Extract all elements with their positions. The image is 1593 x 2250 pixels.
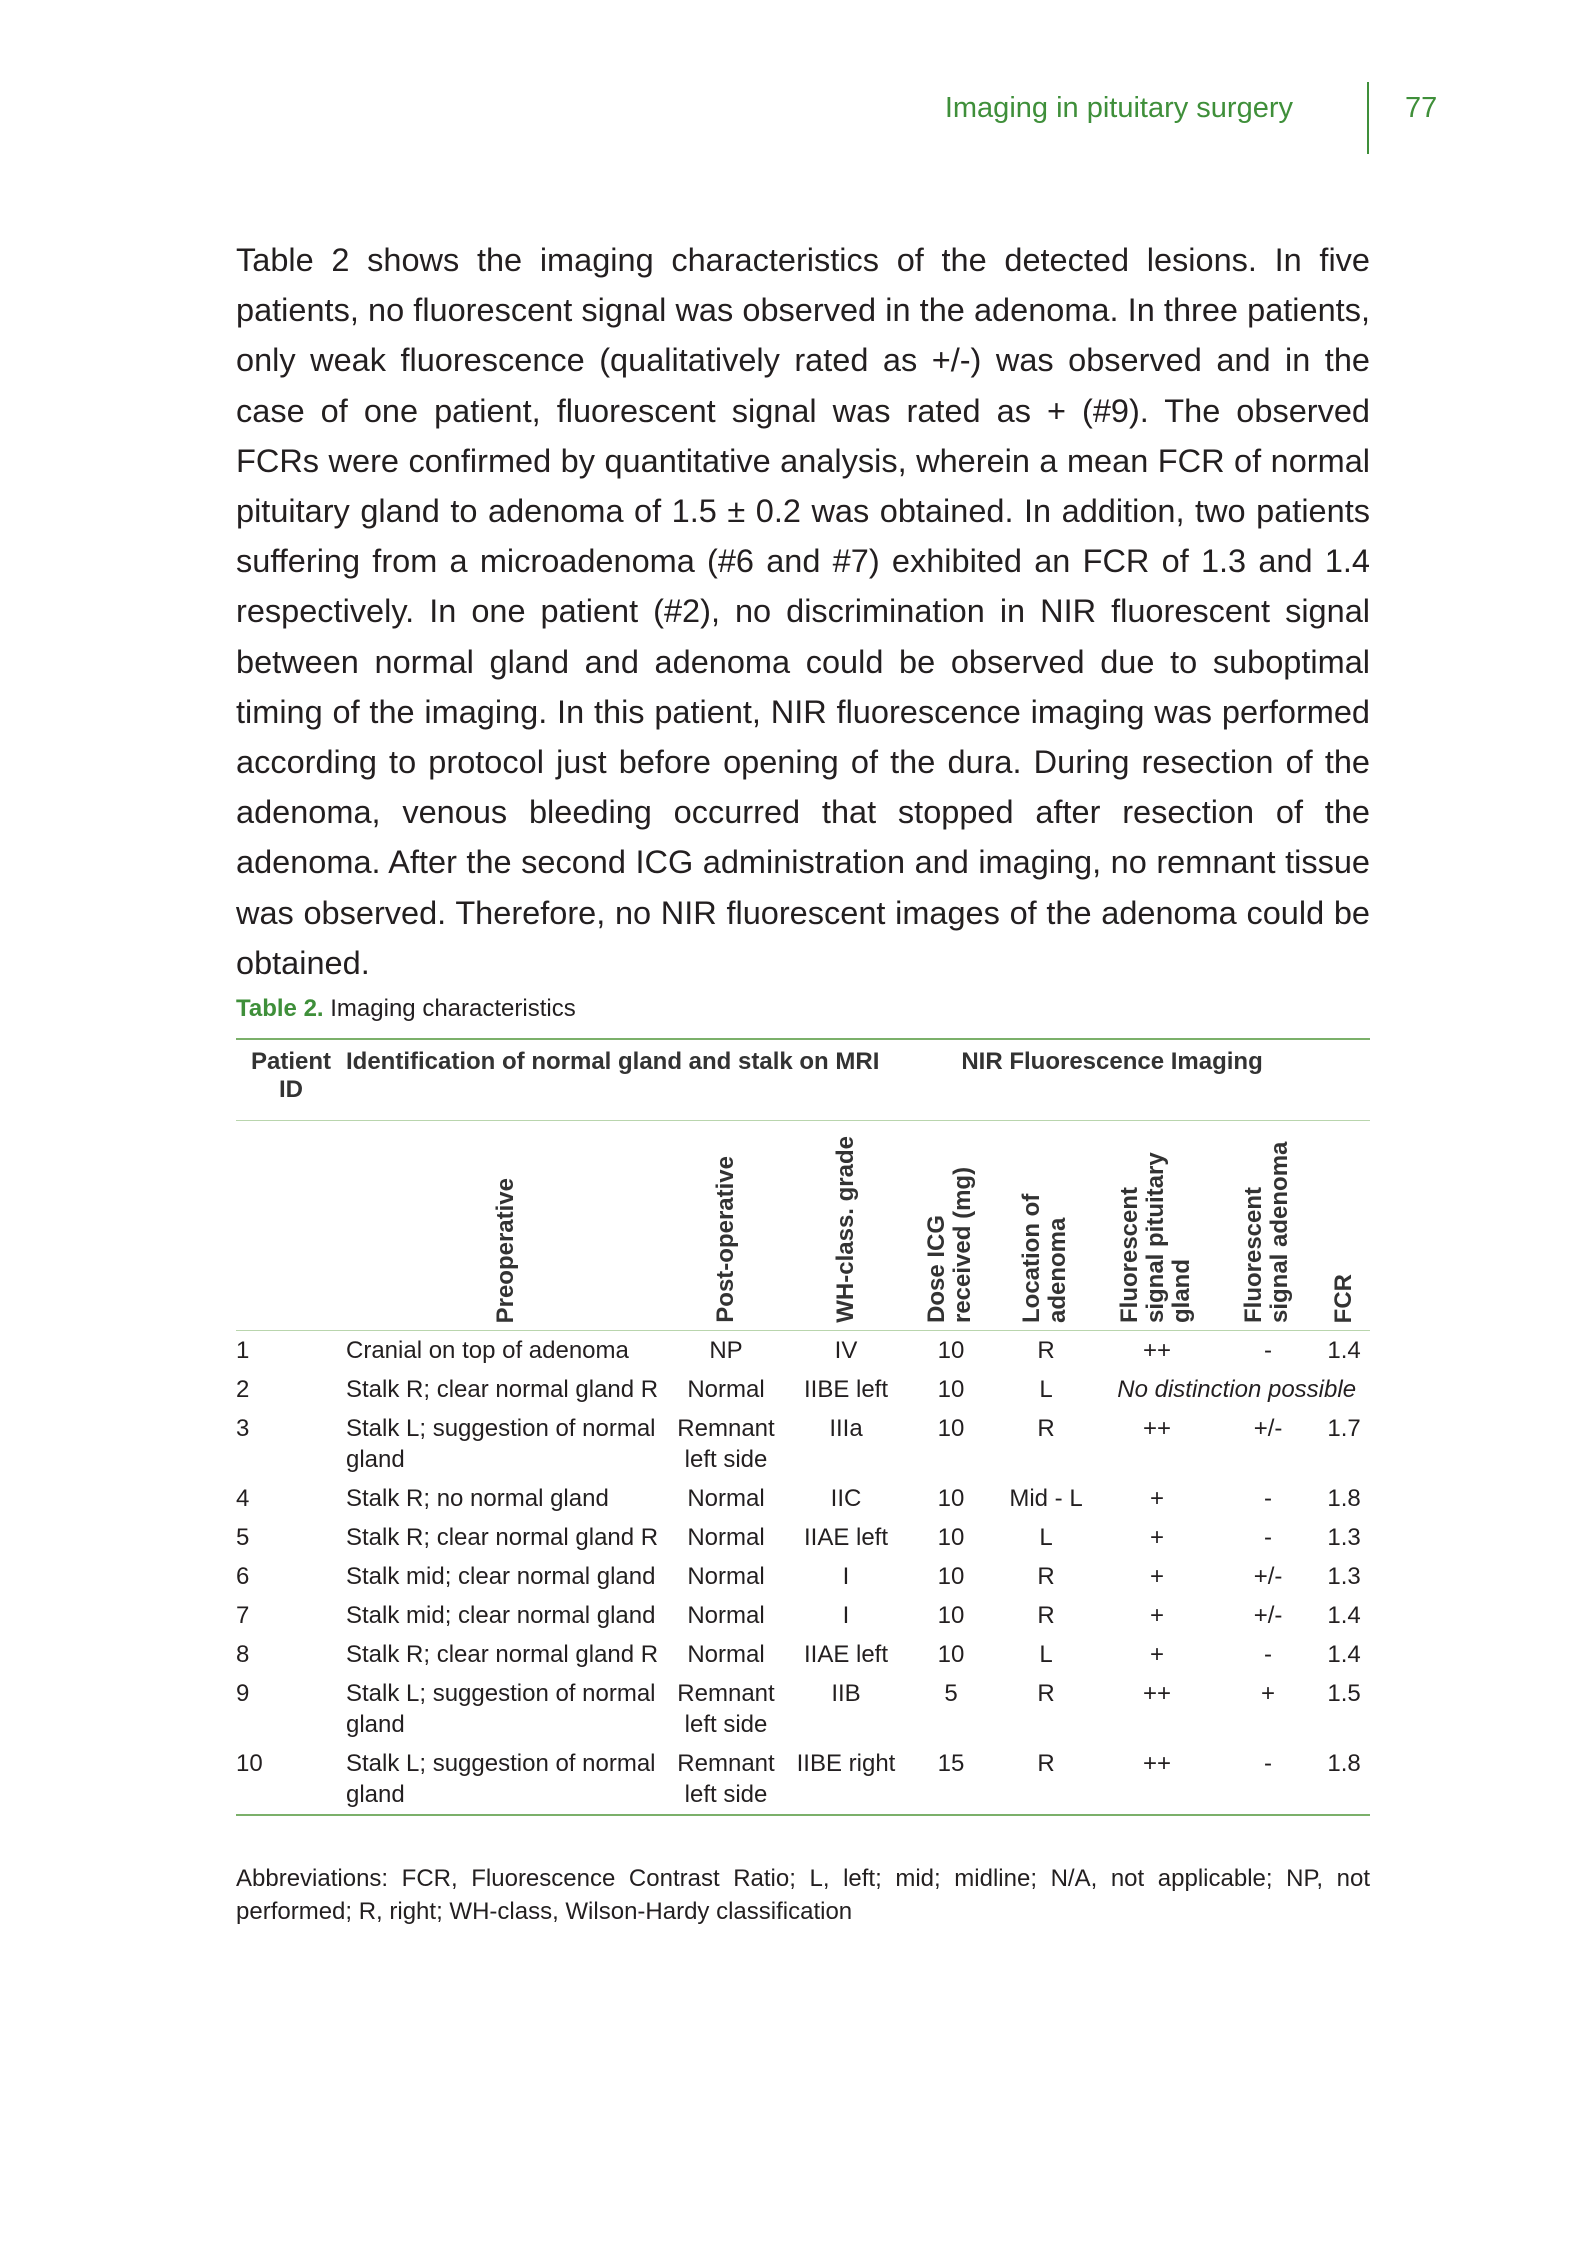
header-empty (1318, 1039, 1370, 1121)
cell-location: L (1039, 1376, 1053, 1403)
table-caption-label: Table 2. (236, 995, 324, 1022)
body-paragraph: Table 2 shows the imaging characteristics of the detected lesions. In five patients, no fluorescent signal was observed in the adenoma. In three patients, only weak fluorescence (qualitatively rated as +/-) was observed and in the case of one patient, fluorescent signal was rated as + (#9). The observed FCRs were confirmed by quantitative analysis, wherein a mean FCR of normal pituitary gland to adenoma of 1.5 ± 0.2 was obtained. In addition, two patients suffering from a microadenoma (#6 and #7) exhibited an FCR of 1.3 and 1.4 respectively. In one patient (#2), no discrimination in NIR fluorescent signal between normal gland and adenoma could be observed due to suboptimal timing of the imaging. In this patient, NIR fluorescence imaging was performed according to protocol just before opening of the dura. During resection of the adenoma, venous bleeding occurred that stopped after resection of the adenoma. After the second ICG administration and imaging, no remnant tissue was observed. Therefore, no NIR fluorescent images of the adenoma could be obtained. (236, 242, 1370, 981)
cell-fcr: 1.4 (1327, 1337, 1361, 1364)
cell-location: Mid - L (1009, 1485, 1083, 1512)
header-mri-group: Identification of normal gland and stalk on MRI (346, 1039, 906, 1121)
col-header-signal-gland: Fluorescent signal pituitary gland (1096, 1121, 1218, 1331)
cell-signal-adenoma: - (1264, 1337, 1273, 1364)
cell-postoperative: Normal (687, 1376, 765, 1403)
cell-signal-adenoma: +/- (1253, 1415, 1283, 1442)
header-divider (1367, 82, 1369, 154)
cell-preoperative: Stalk mid; clear normal gland (346, 1563, 656, 1590)
cell-location: R (1037, 1415, 1055, 1442)
cell-signal-adenoma: - (1264, 1524, 1273, 1551)
cell-signal-gland: + (1150, 1602, 1165, 1629)
cell-fcr: 1.5 (1327, 1680, 1361, 1707)
table-caption (236, 995, 576, 1023)
cell-location: R (996, 1744, 1096, 1815)
cell-location: R (1037, 1680, 1055, 1707)
cell-wh-grade: IIAE left (803, 1524, 889, 1551)
cell-signal-adenoma: - (1218, 1744, 1318, 1815)
table-row (236, 1674, 1370, 1744)
table-row (236, 1744, 1370, 1815)
cell-signal-gland: ++ (1143, 1680, 1172, 1707)
cell-postoperative: NP (709, 1337, 743, 1364)
cell-location: R (1037, 1337, 1055, 1364)
cell-preoperative: Stalk L; suggestion of normal gland (346, 1415, 656, 1473)
cell-id: 3 (236, 1415, 250, 1442)
cell-id: 9 (236, 1680, 250, 1707)
cell-preoperative: Stalk R; clear normal gland R (346, 1376, 659, 1403)
cell-signal-gland: ++ (1143, 1415, 1172, 1442)
cell-signal-adenoma: + (1261, 1680, 1276, 1707)
cell-preoperative: Stalk R; no normal gland (346, 1485, 609, 1512)
col-header-blank (236, 1121, 346, 1331)
cell-wh-grade: IIIa (829, 1415, 863, 1442)
col-header-location: Location of adenoma (996, 1121, 1096, 1331)
col-header-dose: Dose ICG received (mg) (906, 1121, 996, 1331)
cell-location: L (1039, 1641, 1053, 1668)
cell-no-distinction: No distinction possible (1117, 1376, 1357, 1403)
cell-dose: 10 (937, 1602, 965, 1629)
table-row (236, 1370, 1370, 1409)
cell-id: 8 (236, 1641, 250, 1668)
cell-fcr: 1.3 (1327, 1563, 1361, 1590)
cell-wh-grade: IIC (830, 1485, 862, 1512)
cell-signal-gland: + (1150, 1485, 1165, 1512)
cell-id: 2 (236, 1376, 250, 1403)
table-row (236, 1557, 1370, 1596)
col-header-preoperative: Preoperative (346, 1121, 666, 1331)
cell-signal-gland: ++ (1143, 1337, 1172, 1364)
cell-fcr: 1.3 (1327, 1524, 1361, 1551)
cell-wh-grade: I (842, 1563, 850, 1590)
table-row (236, 1479, 1370, 1518)
cell-postoperative: Normal (687, 1563, 765, 1590)
header-nir-group: NIR Fluorescence Imaging (906, 1039, 1318, 1121)
cell-postoperative: Normal (687, 1524, 765, 1551)
cell-signal-gland: ++ (1096, 1744, 1218, 1815)
cell-dose: 15 (906, 1744, 996, 1815)
cell-postoperative: Normal (687, 1641, 765, 1668)
cell-id: 10 (236, 1744, 346, 1815)
cell-fcr: 1.4 (1327, 1602, 1361, 1629)
table-footnote: Abbreviations: FCR, Fluorescence Contrast Ratio; L, left; mid; midline; N/A, not applicable; NP, not performed; R, right; WH-class, Wilson-Hardy classification (236, 1865, 1370, 1925)
cell-dose: 10 (937, 1415, 965, 1442)
cell-postoperative: Normal (687, 1602, 765, 1629)
running-title: Imaging in pituitary surgery (944, 92, 1293, 124)
cell-wh-grade: IIBE left (803, 1376, 889, 1403)
cell-fcr: 1.4 (1327, 1641, 1361, 1668)
col-header-signal-adenoma: Fluorescent signal adenoma (1218, 1121, 1318, 1331)
cell-location: L (1039, 1524, 1053, 1551)
cell-dose: 10 (937, 1376, 965, 1403)
cell-id: 6 (236, 1563, 250, 1590)
table-row (236, 1518, 1370, 1557)
cell-postoperative: Remnant left side (677, 1415, 775, 1473)
cell-signal-adenoma: +/- (1253, 1602, 1283, 1629)
table-row (236, 1596, 1370, 1635)
table-row (236, 1635, 1370, 1674)
cell-signal-adenoma: - (1264, 1641, 1273, 1668)
cell-id: 5 (236, 1524, 250, 1551)
cell-fcr: 1.8 (1318, 1744, 1370, 1815)
cell-preoperative: Stalk L; suggestion of normal gland (346, 1680, 656, 1738)
imaging-characteristics-table (236, 1038, 1370, 1816)
cell-wh-grade: IIAE left (803, 1641, 889, 1668)
cell-id: 4 (236, 1485, 250, 1512)
cell-wh-grade: IIB (831, 1680, 861, 1707)
cell-postoperative: Remnant left side (666, 1744, 786, 1815)
cell-fcr: 1.8 (1327, 1485, 1361, 1512)
cell-id: 1 (236, 1337, 250, 1364)
cell-dose: 10 (937, 1563, 965, 1590)
cell-wh-grade: IV (834, 1337, 858, 1364)
cell-postoperative: Normal (687, 1485, 765, 1512)
cell-signal-adenoma: - (1264, 1485, 1273, 1512)
cell-wh-grade: IIBE right (786, 1744, 906, 1815)
cell-dose: 10 (937, 1524, 965, 1551)
page-number: 77 (1405, 92, 1438, 124)
cell-dose: 10 (937, 1485, 965, 1512)
cell-location: R (1037, 1563, 1055, 1590)
cell-fcr: 1.7 (1327, 1415, 1361, 1442)
cell-signal-gland: + (1150, 1641, 1165, 1668)
table-caption-text: Imaging characteristics (330, 995, 576, 1022)
cell-preoperative: Stalk mid; clear normal gland (346, 1602, 656, 1629)
header-patient-id: Patient ID (236, 1039, 346, 1121)
cell-dose: 5 (944, 1680, 958, 1707)
cell-dose: 10 (937, 1641, 965, 1668)
col-header-wh-grade: WH-class. grade (786, 1121, 906, 1331)
cell-preoperative: Cranial on top of adenoma (346, 1337, 629, 1364)
cell-wh-grade: I (842, 1602, 850, 1629)
table-row (236, 1409, 1370, 1479)
group-header-row (236, 1039, 1370, 1121)
cell-signal-gland: + (1150, 1563, 1165, 1590)
cell-preoperative: Stalk L; suggestion of normal gland (346, 1744, 666, 1815)
cell-postoperative: Remnant left side (677, 1680, 775, 1738)
cell-preoperative: Stalk R; clear normal gland R (346, 1524, 659, 1551)
column-header-row (236, 1121, 1370, 1331)
table-row (236, 1331, 1370, 1371)
cell-dose: 10 (937, 1337, 965, 1364)
cell-signal-adenoma: +/- (1253, 1563, 1283, 1590)
cell-preoperative: Stalk R; clear normal gland R (346, 1641, 659, 1668)
cell-id: 7 (236, 1602, 250, 1629)
cell-signal-gland: + (1150, 1524, 1165, 1551)
col-header-fcr: FCR (1318, 1121, 1370, 1331)
col-header-postoperative: Post-operative (666, 1121, 786, 1331)
cell-location: R (1037, 1602, 1055, 1629)
